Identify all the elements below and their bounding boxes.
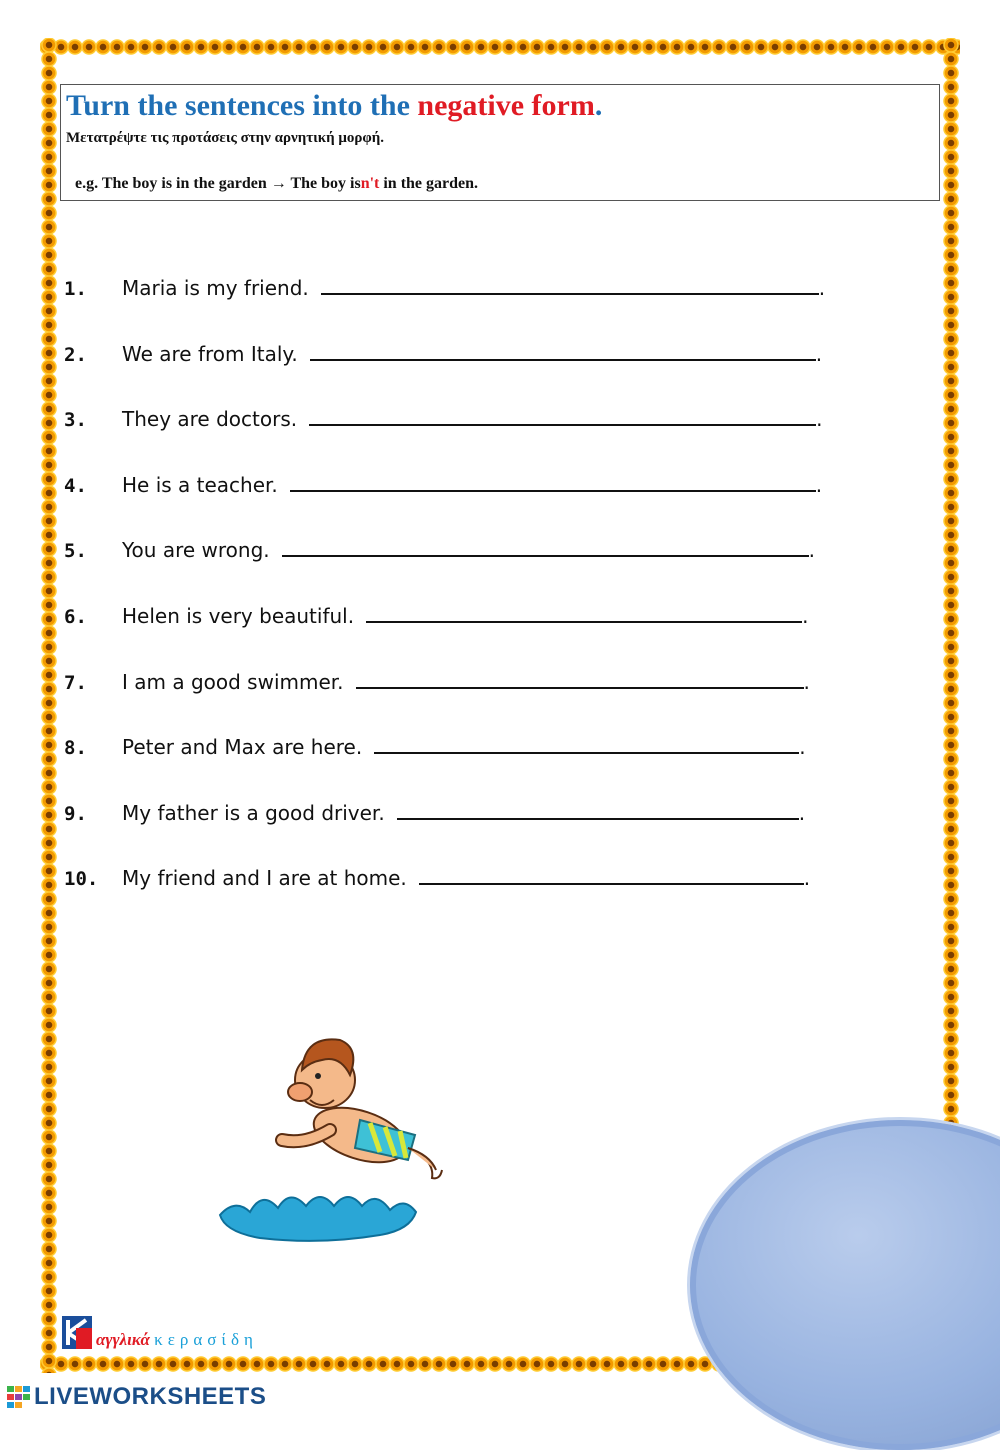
- title-end: .: [594, 89, 603, 122]
- exercise-sentence: I am a good swimmer.: [122, 669, 344, 694]
- publisher-logo-icon: [62, 1316, 92, 1349]
- exercise-period: .: [798, 800, 806, 825]
- brand-part-2: κερασίδη: [154, 1330, 258, 1349]
- sunflower-border-top: [40, 38, 960, 56]
- answer-blank[interactable]: [310, 341, 816, 361]
- exercise-item: [64, 341, 822, 371]
- exercise-period: .: [816, 407, 823, 432]
- exercise-number: 8.: [64, 737, 87, 760]
- exercise-sentence: We are from Italy.: [122, 341, 298, 366]
- exercise-period: .: [808, 538, 815, 563]
- exercise-period: .: [815, 472, 823, 497]
- example-negation: n't: [360, 175, 380, 192]
- exercise-item: [64, 734, 806, 764]
- exercise-item: [64, 406, 822, 436]
- exercise-item: [64, 865, 810, 895]
- instructions-box: [60, 84, 940, 201]
- brand-part-1: αγγλικά: [96, 1330, 150, 1349]
- exercise-sentence: You are wrong.: [122, 538, 270, 563]
- exercise-period: .: [802, 604, 809, 628]
- exercise-sentence: Maria is my friend.: [122, 276, 309, 300]
- liveworksheets-logo: [6, 1383, 266, 1411]
- answer-blank[interactable]: [419, 865, 804, 885]
- answer-blank[interactable]: [309, 406, 816, 426]
- exercise-number: 1.: [64, 278, 87, 300]
- exercise-number: 7.: [64, 671, 87, 694]
- answer-blank[interactable]: [366, 603, 802, 623]
- exercise-period: .: [803, 669, 810, 694]
- sunflower-border-left: [40, 38, 58, 1373]
- answer-blank[interactable]: [290, 472, 816, 492]
- exercise-period: .: [818, 276, 826, 300]
- exercise-sentence: My friend and I are at home.: [122, 866, 407, 891]
- worksheet-title: [66, 89, 602, 123]
- exercise-sentence: Helen is very beautiful.: [122, 604, 355, 628]
- liveworksheets-icon: [6, 1385, 32, 1409]
- greek-instruction: Μετατρέψτε τις προτάσεις στην αρνητική μορφή.: [66, 130, 385, 146]
- exercise-sentence: They are doctors.: [122, 407, 298, 432]
- exercise-period: .: [803, 866, 811, 891]
- answer-blank[interactable]: [282, 537, 809, 557]
- answer-blank[interactable]: [374, 734, 799, 754]
- exercise-item: [64, 537, 815, 567]
- answer-blank[interactable]: [321, 275, 819, 295]
- liveworksheets-wordmark: LIVEWORKSHEETS: [34, 1383, 267, 1410]
- title-accent: negative form: [417, 89, 595, 122]
- exercise-period: .: [799, 735, 806, 760]
- publisher-brand: [96, 1330, 258, 1350]
- exercise-sentence: Peter and Max are here.: [122, 735, 363, 760]
- diving-boy-illustration: [210, 1020, 470, 1250]
- exercise-item: [64, 472, 822, 502]
- title-main: Turn the sentences into the: [66, 89, 418, 122]
- exercise-number: 6.: [64, 606, 87, 628]
- exercise-number: 4.: [64, 474, 87, 497]
- answer-blank[interactable]: [397, 800, 799, 820]
- example-prefix: e.g. The boy is in the garden → The boy is: [75, 175, 361, 192]
- exercise-item: [64, 275, 825, 305]
- example-suffix: in the garden.: [379, 175, 479, 192]
- exercise-item: [64, 669, 810, 699]
- exercise-number: 10.: [64, 868, 99, 891]
- exercise-number: 5.: [64, 540, 87, 563]
- exercise-item: [64, 603, 808, 633]
- exercise-sentence: My father is a good driver.: [122, 800, 385, 825]
- exercise-item: [64, 800, 805, 830]
- exercise-number: 3.: [64, 409, 87, 432]
- exercise-sentence: He is a teacher.: [122, 472, 278, 497]
- answer-blank[interactable]: [356, 669, 804, 689]
- exercise-number: 9.: [64, 802, 87, 825]
- exercise-number: 2.: [64, 343, 87, 366]
- example-sentence: [75, 175, 478, 193]
- decorative-blue-disc: [690, 1120, 1000, 1450]
- exercise-period: .: [815, 341, 823, 366]
